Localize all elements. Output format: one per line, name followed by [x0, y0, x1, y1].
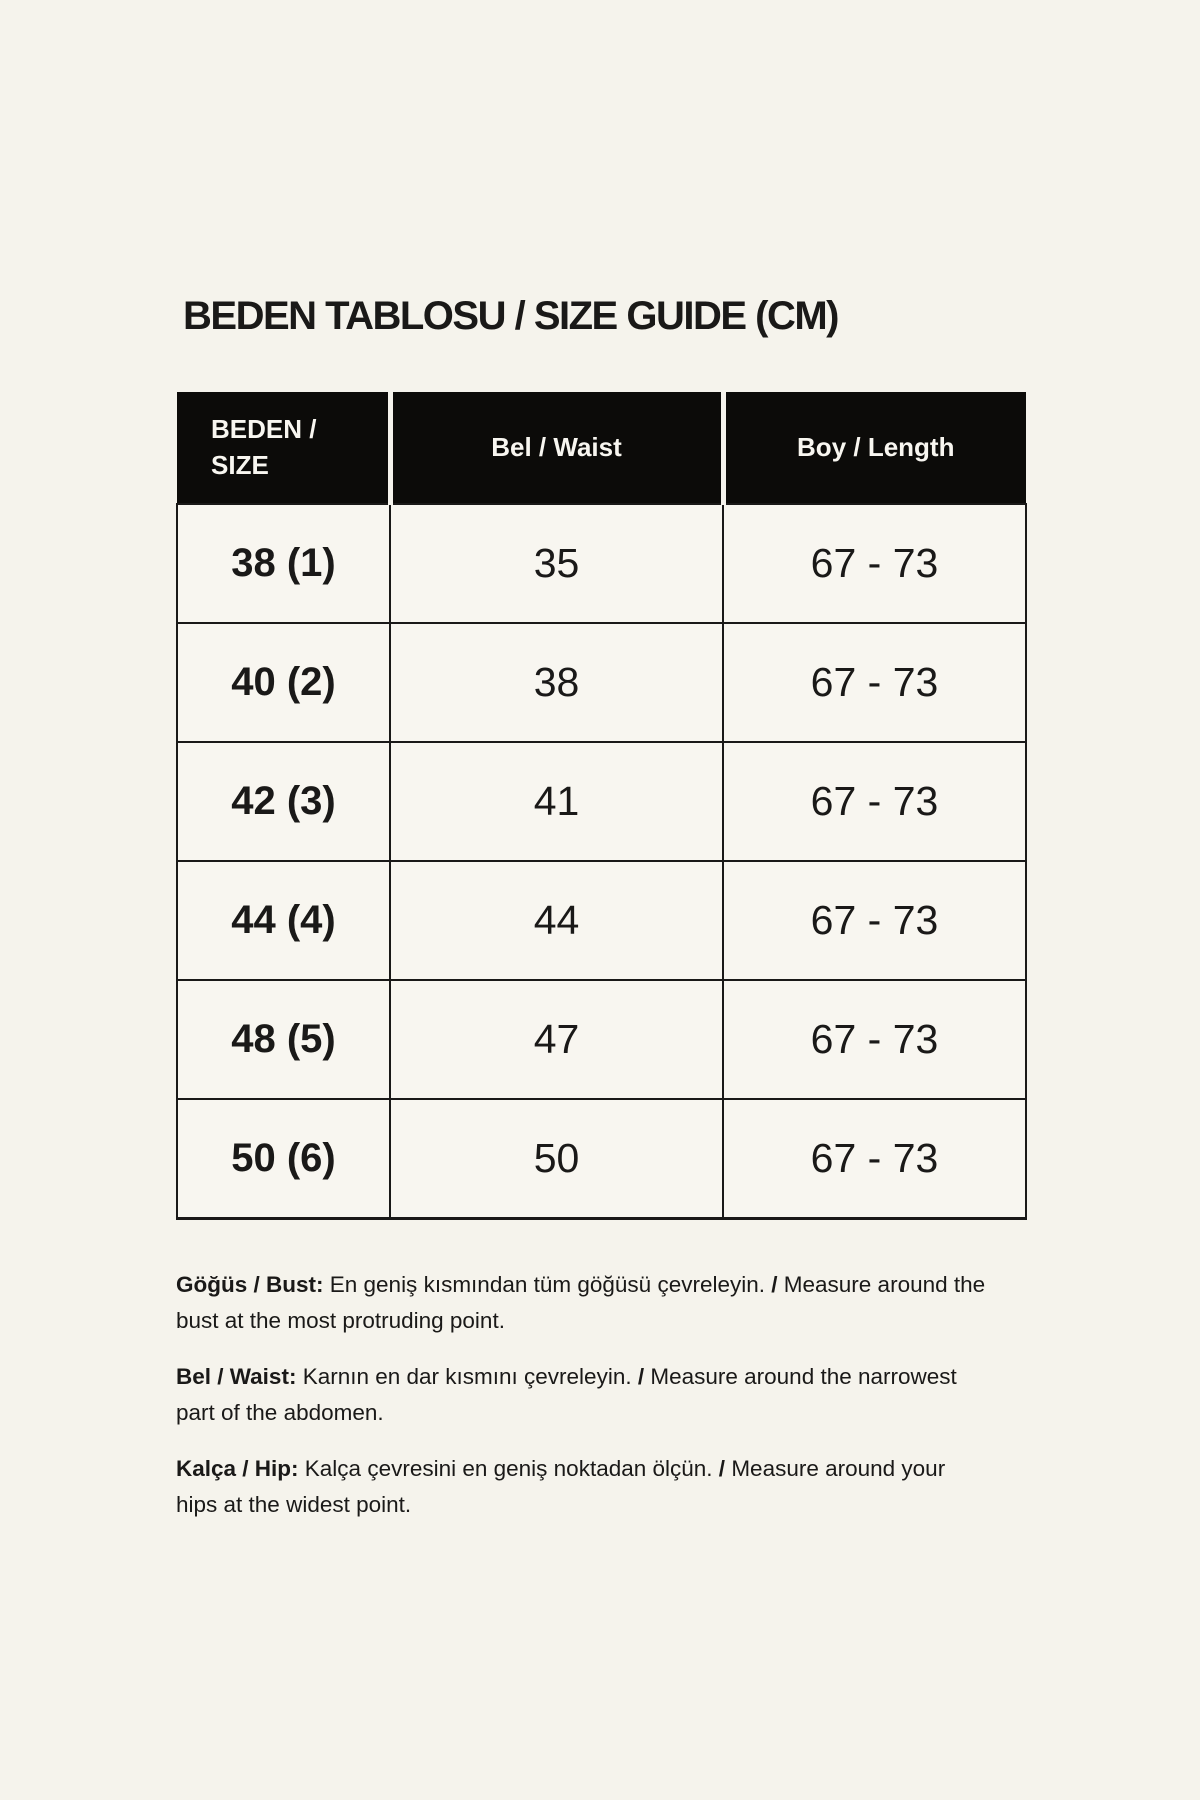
header-cell-size: BEDEN / SIZE: [177, 392, 390, 504]
measure-note: Bel / Waist: Karnın en dar kısmını çevreleyin. / Measure around the narrowest part of the abdomen.: [176, 1364, 957, 1425]
size-row: [177, 980, 1026, 1099]
note-separator: /: [637, 1364, 645, 1389]
note-separator: /: [771, 1272, 778, 1297]
size-table: [176, 392, 1027, 1220]
cell-waist: 50: [390, 1099, 723, 1218]
measure-note: Göğüs / Bust: En geniş kısmından tüm göğüsü çevreleyin. / Measure around the bust at the most protruding point.: [176, 1272, 986, 1333]
note-separator: /: [718, 1456, 726, 1481]
cell-waist: 44: [390, 861, 723, 980]
cell-length: 67 - 73: [723, 742, 1026, 861]
measure-note: Kalça / Hip: Kalça çevresini en geniş noktadan ölçün. / Measure around your hips at the widest point.: [176, 1456, 946, 1517]
size-row: [177, 504, 1026, 623]
size-row: [177, 623, 1026, 742]
note-label: Göğüs / Bust:: [176, 1272, 324, 1297]
cell-length: 67 - 73: [723, 623, 1026, 742]
note-label: Bel / Waist:: [176, 1364, 297, 1389]
cell-size: 48 (5): [177, 980, 390, 1099]
cell-length: 67 - 73: [723, 861, 1026, 980]
size-table-body: [177, 504, 1026, 1218]
cell-length: 67 - 73: [723, 980, 1026, 1099]
cell-size: 50 (6): [177, 1099, 390, 1218]
cell-waist: 38: [390, 623, 723, 742]
size-row: [177, 742, 1026, 861]
header-cell-waist: Bel / Waist: [390, 392, 723, 504]
header-row: [177, 392, 1026, 504]
cell-waist: 47: [390, 980, 723, 1099]
cell-waist: 35: [390, 504, 723, 623]
cell-length: 67 - 73: [723, 1099, 1026, 1218]
cell-size: 40 (2): [177, 623, 390, 742]
size-row: [177, 861, 1026, 980]
cell-size: 44 (4): [177, 861, 390, 980]
page-title: BEDEN TABLOSU / SIZE GUIDE (CM): [183, 294, 838, 338]
size-table-header: [177, 392, 1026, 504]
cell-length: 67 - 73: [723, 504, 1026, 623]
cell-waist: 41: [390, 742, 723, 861]
size-row: [177, 1099, 1026, 1218]
measurement-notes: [176, 1267, 991, 1523]
header-cell-length: Boy / Length: [723, 392, 1026, 504]
cell-size: 42 (3): [177, 742, 390, 861]
note-label: Kalça / Hip:: [176, 1456, 299, 1481]
cell-size: 38 (1): [177, 504, 390, 623]
